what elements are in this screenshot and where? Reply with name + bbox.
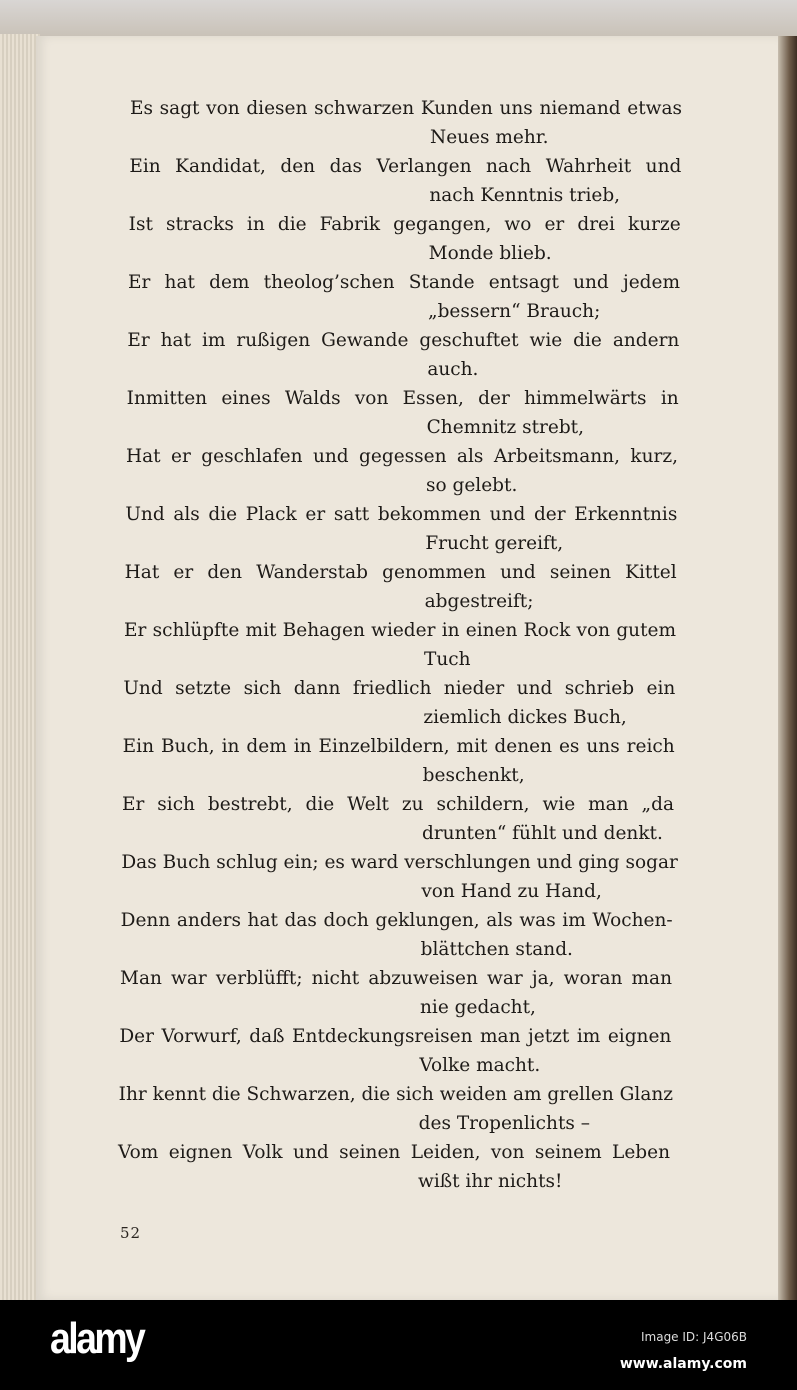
verse-line: Man war verblüfft; nicht abzuweisen war ja, woran man <box>120 968 672 989</box>
verse-line: Der Vorwurf, daß Entdeckungsreisen man jetzt im eignen <box>119 1026 672 1047</box>
image-id: Image ID: J4G06B <box>640 1330 747 1344</box>
verse-line-continuation: Frucht gereift, <box>425 533 564 554</box>
verse-line-continuation: ziemlich dickes Buch, <box>423 707 627 728</box>
verse-line-continuation: Tuch <box>424 649 471 670</box>
verse-line-continuation: Neues mehr. <box>430 127 549 148</box>
verse-line-continuation: beschenkt, <box>422 765 525 786</box>
verse-line: Ihr kennt die Schwarzen, die sich weiden am grellen Glanz <box>118 1084 674 1105</box>
watermark-footer <box>0 1300 797 1390</box>
verse-line: Er schlüpfte mit Behagen wieder in einen Rock von gutem <box>124 620 676 641</box>
verse-line: Er sich bestrebt, die Welt zu schildern, wie man „da <box>122 794 674 815</box>
verse-line-continuation: so gelebt. <box>426 475 518 496</box>
verse-line: Er hat dem theolog’schen Stande entsagt und jedem <box>128 272 680 293</box>
verse-line-continuation: nach Kenntnis trieb, <box>429 185 621 206</box>
verse-line-continuation: Volke macht. <box>419 1055 541 1076</box>
verse-line-continuation: von Hand zu Hand, <box>421 881 602 902</box>
verse-line: Ist stracks in die Fabrik gegangen, wo er drei kurze <box>128 214 681 235</box>
verse-line-continuation: Chemnitz strebt, <box>426 417 584 438</box>
page-stack-edge <box>0 34 40 1300</box>
verse-line: Hat er den Wanderstab genommen und seinen Kittel <box>124 562 677 583</box>
page-number: 52 <box>120 1224 142 1242</box>
alamy-logo: alamy <box>50 1314 144 1363</box>
verse-line: Inmitten eines Walds von Essen, der himmelwärts in <box>126 388 679 409</box>
verse-line-continuation: blättchen stand. <box>420 939 573 960</box>
verse-line-continuation: auch. <box>427 359 479 380</box>
verse-line: Er hat im rußigen Gewande geschuftet wie die andern <box>127 330 680 351</box>
verse-line: Ein Buch, in dem in Einzelbildern, mit denen es uns reich <box>122 736 675 757</box>
background-top <box>0 0 797 36</box>
watermark-url: www.alamy.com <box>619 1356 747 1372</box>
verse-line: Und setzte sich dann friedlich nieder und schrieb ein <box>123 678 676 699</box>
verse-line-continuation: drunten“ fühlt und denkt. <box>422 823 663 844</box>
verse-line: Es sagt von diesen schwarzen Kunden uns niemand etwas <box>130 98 682 119</box>
verse-line-continuation: des Tropenlichts – <box>418 1113 591 1134</box>
verse-line: Hat er geschlafen und gegessen als Arbeitsmann, kurz, <box>126 446 678 467</box>
book-spine-edge <box>778 36 797 1300</box>
verse-line: Das Buch schlug ein; es ward verschlungen und ging sogar <box>121 852 678 873</box>
verse-line: Ein Kandidat, den das Verlangen nach Wahrheit und <box>129 156 682 177</box>
verse-line: Und als die Plack er satt bekommen und der Erkenntnis <box>125 504 678 525</box>
verse-line: Vom eignen Volk und seinen Leiden, von seinem Leben <box>118 1142 670 1163</box>
verse-line-continuation: „bessern“ Brauch; <box>428 301 601 322</box>
verse-line-continuation: wißt ihr nichts! <box>418 1171 563 1192</box>
verse-line-continuation: Monde blieb. <box>428 243 552 264</box>
verse-line-continuation: abgestreift; <box>424 591 534 612</box>
verse-line-continuation: nie gedacht, <box>420 997 536 1018</box>
verse-line: Denn anders hat das doch geklungen, als was im Wochen- <box>120 910 673 931</box>
